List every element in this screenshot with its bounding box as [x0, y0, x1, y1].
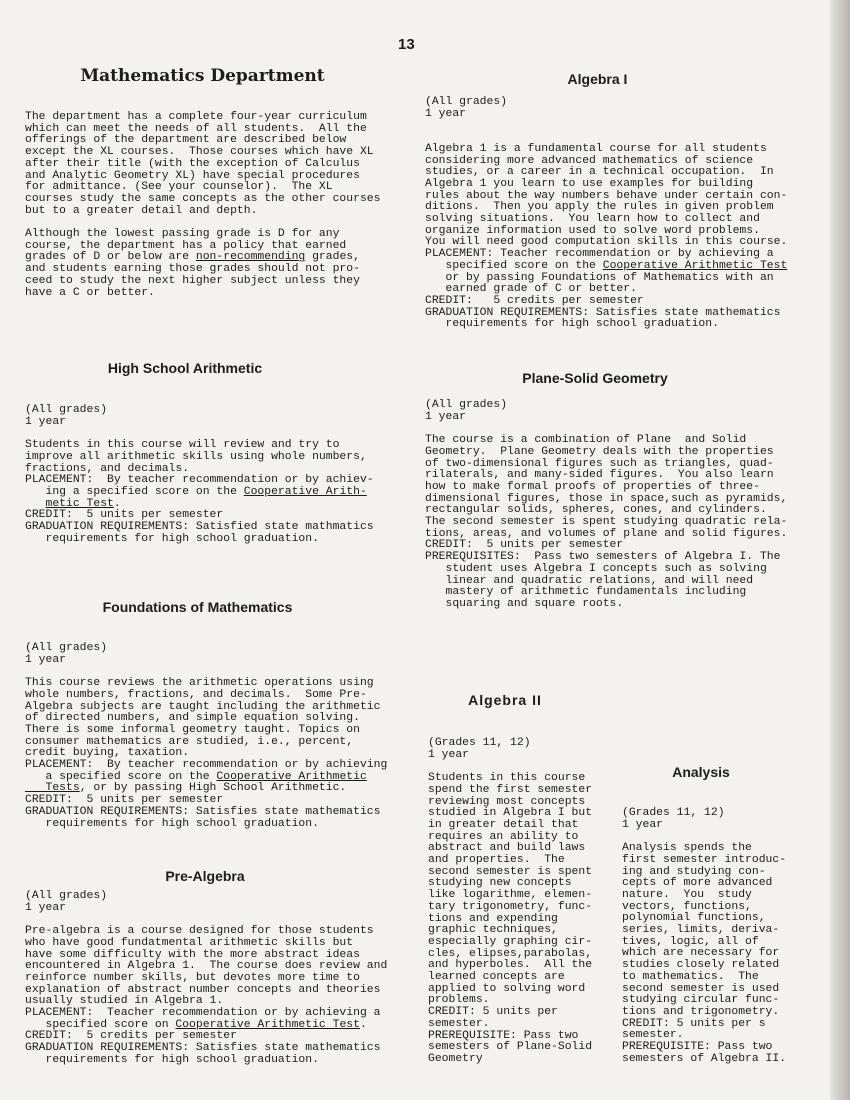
duration-label: 1 year: [25, 901, 67, 914]
credit-line: CREDIT: 5 units per s: [622, 1017, 766, 1030]
prerequisite-line: PREREQUISITES: Pass two semesters of Algebra I. The: [425, 551, 781, 564]
prerequisite-line: squaring and square roots.: [425, 597, 624, 610]
text-line: especially graphing cir-: [428, 935, 593, 948]
text-line: offerings of the department are described below: [25, 134, 347, 147]
duration-label: 1 year: [25, 653, 67, 666]
grades-label: (All grades): [25, 642, 108, 654]
credit-line: CREDIT: 5 credits per semester: [25, 1030, 237, 1043]
text-line: who have good fundatmental arithmetic skills but: [25, 936, 354, 949]
prealgebra-body: [25, 891, 387, 1067]
text-line: which are necessary for: [622, 947, 780, 960]
text-line: Students in this course: [428, 772, 586, 785]
text-line: Although the lowest passing grade is D for any: [25, 228, 340, 241]
grades-label: (All grades): [25, 404, 108, 416]
text-line: cles, elipses,parabolas,: [428, 947, 593, 960]
prerequisite-line: semesters of Plane-Solid: [428, 1041, 593, 1054]
text-line: in greater detail that: [428, 818, 579, 831]
text-line: consumer mathematics are studied, i.e., percent,: [25, 735, 354, 748]
text-line: encountered in Algebra 1. The course does review and: [25, 960, 388, 973]
placement-line: Tests, or by passing High School Arithmetic.: [25, 782, 347, 795]
page-edge-shadow: [830, 0, 850, 1100]
text-line: solving situations. You learn how to collect and: [425, 213, 760, 226]
text-line: and hyperboles. All the: [428, 959, 593, 972]
text-line: tions, areas, and volumes of plane and solid figures.: [425, 527, 788, 540]
text-line: ditions. Then you apply the rules in given problem: [425, 201, 774, 214]
duration-label: 1 year: [25, 415, 67, 428]
analysis-body: [622, 808, 786, 1065]
section-title: Mathematics Department: [80, 66, 325, 86]
section-title: High School Arithmetic: [107, 360, 263, 376]
credit-line: CREDIT: 5 units per: [428, 1006, 558, 1019]
graduation-line: GRADUATION REQUIREMENTS: Satisfies state mathematics: [425, 306, 781, 319]
section-title: Pre-Algebra: [165, 868, 245, 884]
text-line: and students earning those grades should not pro-: [25, 263, 360, 276]
text-line: credit buying, taxation.: [25, 747, 190, 760]
text-line: You will need good computation skills in this course.: [425, 236, 788, 249]
text-line: This course reviews the arithmetic operations using: [25, 677, 374, 690]
text-line: second semester is spent: [428, 865, 593, 878]
text-line: tions and trigonometry.: [622, 1005, 780, 1018]
duration-label: 1 year: [622, 818, 664, 831]
text-line: Algebra 1 you learn to use examples for building: [425, 177, 754, 190]
text-line: Algebra subjects are taught including the arithmetic: [25, 700, 381, 713]
prerequisite-line: PREREQUISITE: Pass two: [622, 1041, 773, 1054]
placement-line: PLACEMENT: By teacher recommendation or by achiev-: [25, 474, 374, 487]
grades-label: (All grades): [425, 96, 508, 108]
text-line: applied to solving word: [428, 982, 586, 995]
text-line: studies closely related: [622, 959, 780, 972]
graduation-line: requirements for high school graduation.: [25, 817, 319, 830]
text-line: Analysis spends the: [622, 842, 752, 855]
section-mathematics-department: [25, 66, 380, 86]
text-line: for admittance. (See your counselor). The XL: [25, 181, 333, 194]
text-line: course, the department has a policy that earned: [25, 239, 347, 252]
text-line: of directed numbers, and simple equation solving.: [25, 712, 360, 725]
duration-label: 1 year: [428, 748, 470, 761]
text-line: usually studied in Algebra 1.: [25, 995, 224, 1008]
text-line: whole numbers, fractions, and decimals. Some Pre-: [25, 688, 367, 701]
text-line: rectangular solids, spheres, cones, and cylinders.: [425, 504, 767, 517]
grades-label: (All grades): [25, 890, 108, 902]
text-line: how to make formal proofs of properties of three-: [425, 480, 760, 493]
text-line: rilaterals, and many-sided figures. You also learn: [425, 469, 774, 482]
algebra2-body: [428, 738, 592, 1066]
section-title: Analysis: [672, 764, 730, 780]
text-line: vectors, functions,: [622, 900, 752, 913]
text-line: graphic techniques,: [428, 924, 558, 937]
placement-line: PLACEMENT: Teacher recommendation or by achieving a: [25, 1007, 381, 1020]
text-line: The second semester is spent studying quadratic rela-: [425, 516, 788, 529]
graduation-line: requirements for high school graduation.: [25, 532, 319, 545]
text-line: series, limits, deriva-: [622, 924, 780, 937]
text-line: have some difficulty with the more abstract ideas: [25, 948, 360, 961]
section-pre-algebra: [25, 868, 385, 884]
text-line: abstract and build laws: [428, 842, 586, 855]
graduation-line: GRADUATION REQUIREMENTS: Satisfies state mathematics: [25, 1042, 381, 1055]
text-line: which can meet the needs of all students. All the: [25, 122, 367, 135]
text-line: organize information used to solve word problems.: [425, 224, 760, 237]
prerequisite-line: semesters of Algebra II.: [622, 1052, 787, 1065]
text-line: reviewing most concepts: [428, 795, 586, 808]
graduation-line: requirements for high school graduation.: [425, 318, 719, 331]
section-title: Algebra II: [468, 692, 542, 708]
placement-line: a specified score on the Cooperative Arithmetic: [25, 770, 367, 783]
prerequisite-line: mastery of arithmetic fundamentals including: [425, 586, 747, 599]
text-line: but to a greater detail and depth.: [25, 204, 258, 217]
text-line: and properties. The: [428, 854, 565, 867]
text-line: first semester introduc-: [622, 853, 787, 866]
foundations-body: [25, 643, 387, 830]
graduation-line: requirements for high school graduation.: [25, 1053, 319, 1066]
placement-line: ing a specified score on the Cooperative Arith-: [25, 485, 367, 498]
prerequisite-line: Geometry: [428, 1052, 483, 1065]
text-line: rules about the way numbers behave under certain con-: [425, 189, 788, 202]
text-line: like logarithme, elemen-: [428, 889, 593, 902]
text-line: tions and expending: [428, 912, 558, 925]
section-foundations-of-mathematics: [25, 599, 370, 615]
text-line: improve all arithmetic skills using whole numbers,: [25, 450, 367, 463]
grades-label: (All grades): [425, 399, 508, 411]
geometry-body: [425, 400, 787, 611]
text-line: second semester is used: [622, 982, 780, 995]
credit-line: CREDIT: 5 units per semester: [25, 794, 224, 807]
prerequisite-line: student uses Algebra I concepts such as solving: [425, 562, 767, 575]
placement-line: PLACEMENT: Teacher recommendation or by achieving a: [425, 248, 774, 261]
text-line: ing and studying con-: [622, 865, 766, 878]
text-line: dimensional figures, those in space,such as pyramids,: [425, 492, 788, 505]
section-algebra-2: [425, 692, 585, 708]
placement-line: specified score on the Cooperative Arithmetic Test: [425, 259, 788, 272]
text-line: have a C or better.: [25, 286, 155, 299]
text-line: The course is a combination of Plane and Solid: [425, 434, 747, 447]
text-line: There is some informal geometry taught. Topics on: [25, 723, 360, 736]
text-line: nature. You study: [622, 888, 752, 901]
duration-label: 1 year: [425, 410, 467, 423]
text-line: polynomial functions,: [622, 912, 766, 925]
algebra1-body: [425, 97, 787, 331]
text-line: studied in Algebra I but: [428, 807, 593, 820]
text-line: Pre-algebra is a course designed for those students: [25, 925, 374, 938]
text-line: problems.: [428, 994, 490, 1007]
placement-line: PLACEMENT: By teacher recommendation or by achieving: [25, 759, 388, 772]
text-line: explanation of abstract number concepts and theories: [25, 983, 381, 996]
section-high-school-arithmetic: [25, 360, 345, 376]
text-line: ceed to study the next higher subject unless they: [25, 274, 360, 287]
text-line: Geometry. Plane Geometry deals with the properties: [425, 445, 774, 458]
text-line: The department has a complete four-year curriculum: [25, 111, 367, 123]
text-line: and Analytic Geometry XL) have special procedures: [25, 169, 360, 182]
section-analysis: [621, 764, 781, 780]
text-line: to mathematics. The: [622, 970, 759, 983]
graduation-line: GRADUATION REQUIREMENTS: Satisfied state mathmatics: [25, 521, 374, 534]
placement-line: metic Test.: [45, 497, 121, 510]
text-line: studying new concepts: [428, 877, 572, 890]
prerequisite-line: linear and quadratic relations, and will need: [425, 574, 754, 587]
text-line: except the XL courses. Those courses which have XL: [25, 146, 374, 159]
section-title: Foundations of Mathematics: [102, 599, 293, 615]
text-line: spend the first semester: [428, 783, 593, 796]
section-plane-solid-geometry: [425, 370, 765, 386]
text-line: of two-dimensional figures such as triangles, quad-: [425, 457, 774, 470]
arithmetic-body: [25, 405, 374, 545]
graduation-line: GRADUATION REQUIREMENTS: Satisfies state mathematics: [25, 805, 381, 818]
text-line: learned concepts are: [428, 971, 565, 984]
duration-label: 1 year: [425, 107, 467, 120]
department-intro: [25, 112, 380, 299]
grades-label: (Grades 11, 12): [428, 737, 531, 749]
text-line: fractions, and decimals.: [25, 462, 190, 475]
text-line: reinforce number skills, but devotes more time to: [25, 971, 360, 984]
text-line: Algebra 1 is a fundamental course for all students: [425, 142, 767, 155]
text-line: requires an ability to: [428, 830, 579, 843]
text-line: tary trigonometry, func-: [428, 900, 593, 913]
page-number: 13: [398, 36, 415, 53]
placement-line: specified score on Cooperative Arithmetic Test.: [25, 1018, 367, 1031]
text-line: tives, logic, all of: [622, 935, 759, 948]
credit-line: CREDIT: 5 units per semester: [25, 509, 224, 522]
text-line: after their title (with the exception of Calculus: [25, 157, 360, 170]
placement-line: earned grade of C or better.: [425, 283, 637, 296]
text-line: cepts of more advanced: [622, 877, 773, 890]
grades-label: (Grades 11, 12): [622, 807, 725, 819]
prerequisite-line: PREREQUISITE: Pass two: [428, 1029, 579, 1042]
section-title: Algebra I: [567, 71, 628, 87]
credit-line: semester.: [622, 1029, 684, 1042]
text-line: studying circular func-: [622, 994, 780, 1007]
credit-line: CREDIT: 5 units per semester: [425, 539, 624, 552]
text-line: grades of D or below are non-recommending grades,: [25, 251, 360, 264]
section-title: Plane-Solid Geometry: [522, 370, 668, 386]
credit-line: CREDIT: 5 credits per semester: [425, 294, 644, 307]
text-line: courses study the same concepts as the other courses: [25, 192, 381, 205]
text-line: considering more advanced mathematics of science: [425, 154, 754, 167]
placement-line: or by passing Foundations of Mathematics with an: [425, 271, 774, 284]
text-line: studies, or a career in a technical occupation. In: [425, 166, 774, 179]
credit-line: semester.: [428, 1017, 490, 1030]
text-line: Students in this course will review and try to: [25, 439, 340, 452]
section-algebra-1: [425, 71, 770, 87]
